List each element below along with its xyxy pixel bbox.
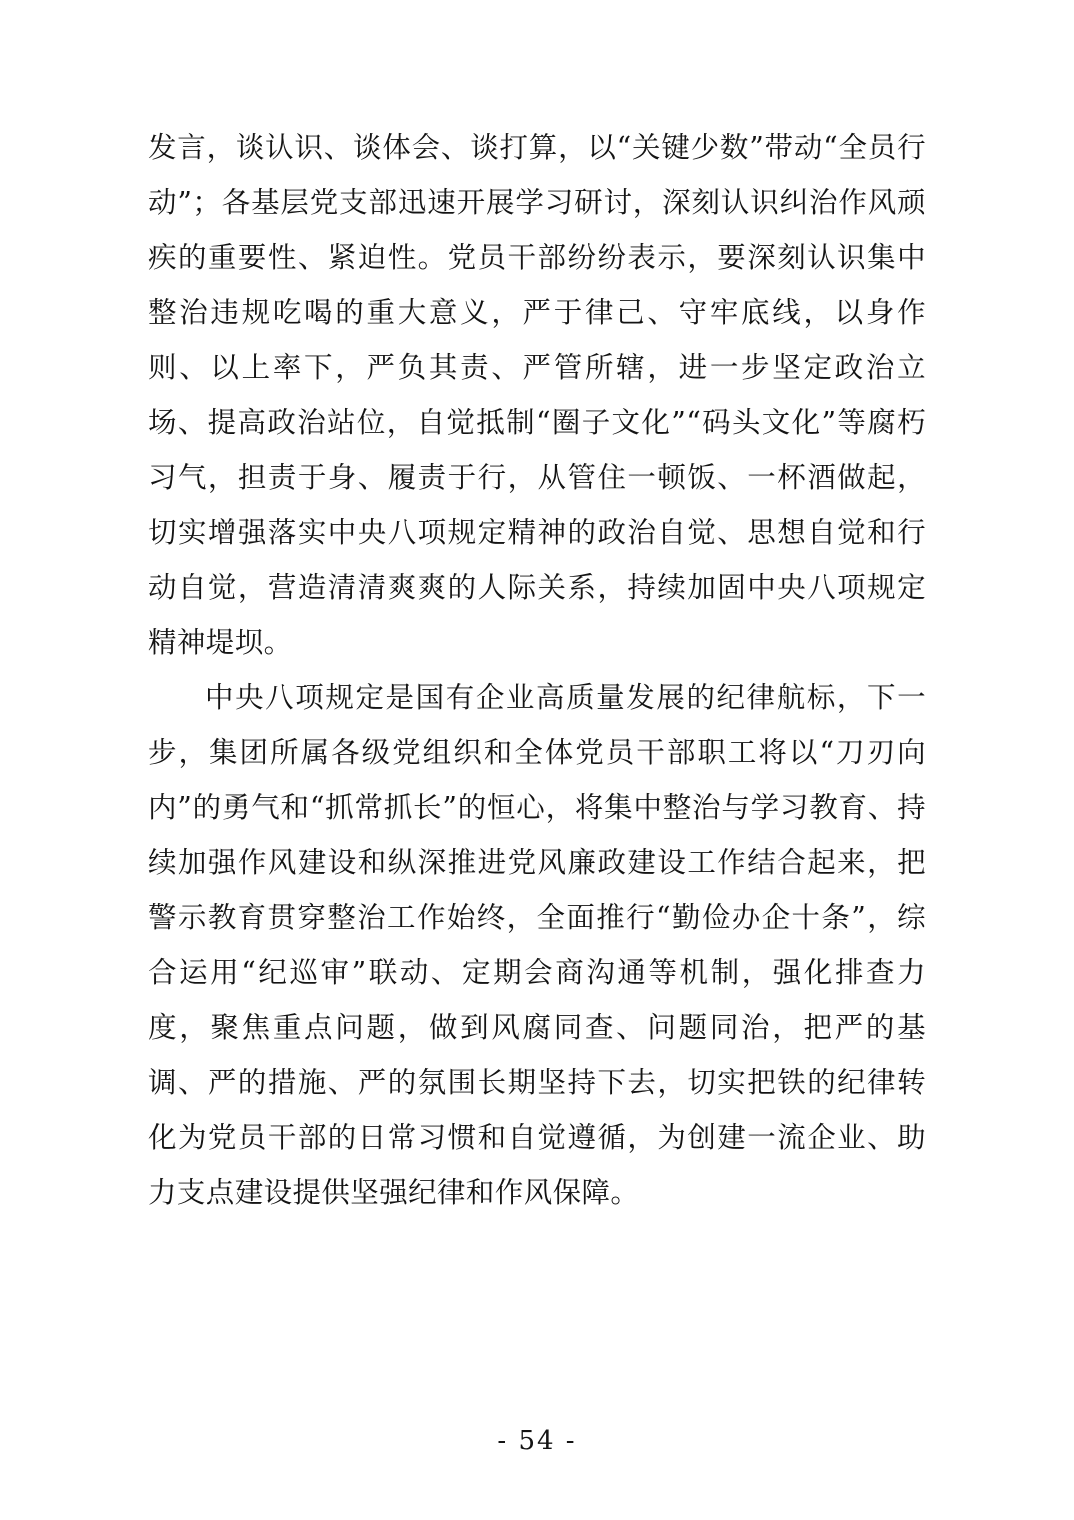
page-number: - 54 - [497, 1426, 577, 1456]
document-body [148, 120, 926, 1220]
paragraph-1: 发言，谈认识、谈体会、谈打算，以“关键少数”带动“全员行动”；各基层党支部迅速开展学习研讨，深刻认识纠治作风顽疾的重要性、紧迫性。党员干部纷纷表示，要深刻认识集中整治违规吃喝的重大意义，严于律己、守牢底线，以身作则、以上率下，严负其责、严管所辖，进一步坚定政治立场、提高政治站位，自觉抵制“圈子文化”“码头文化”等腐朽习气，担责于身、履责于行，从管住一顿饭、一杯酒做起，切实增强落实中央八项规定精神的政治自觉、思想自觉和行动自觉，营造清清爽爽的人际关系，持续加固中央八项规定精神堤坝。 [148, 131, 926, 659]
paragraph-2: 中央八项规定是国有企业高质量发展的纪律航标，下一步，集团所属各级党组织和全体党员干部职工将以“刀刃向内”的勇气和“抓常抓长”的恒心，将集中整治与学习教育、持续加强作风建设和纵深推进党风廉政建设工作结合起来，把警示教育贯穿整治工作始终，全面推行“勤俭办企十条”，综合运用“纪巡审”联动、定期会商沟通等机制，强化排查力度，聚焦重点问题，做到风腐同查、问题同治，把严的基调、严的措施、严的氛围长期坚持下去，切实把铁的纪律转化为党员干部的日常习惯和自觉遵循，为创建一流企业、助力支点建设提供坚强纪律和作风保障。 [148, 681, 926, 1209]
